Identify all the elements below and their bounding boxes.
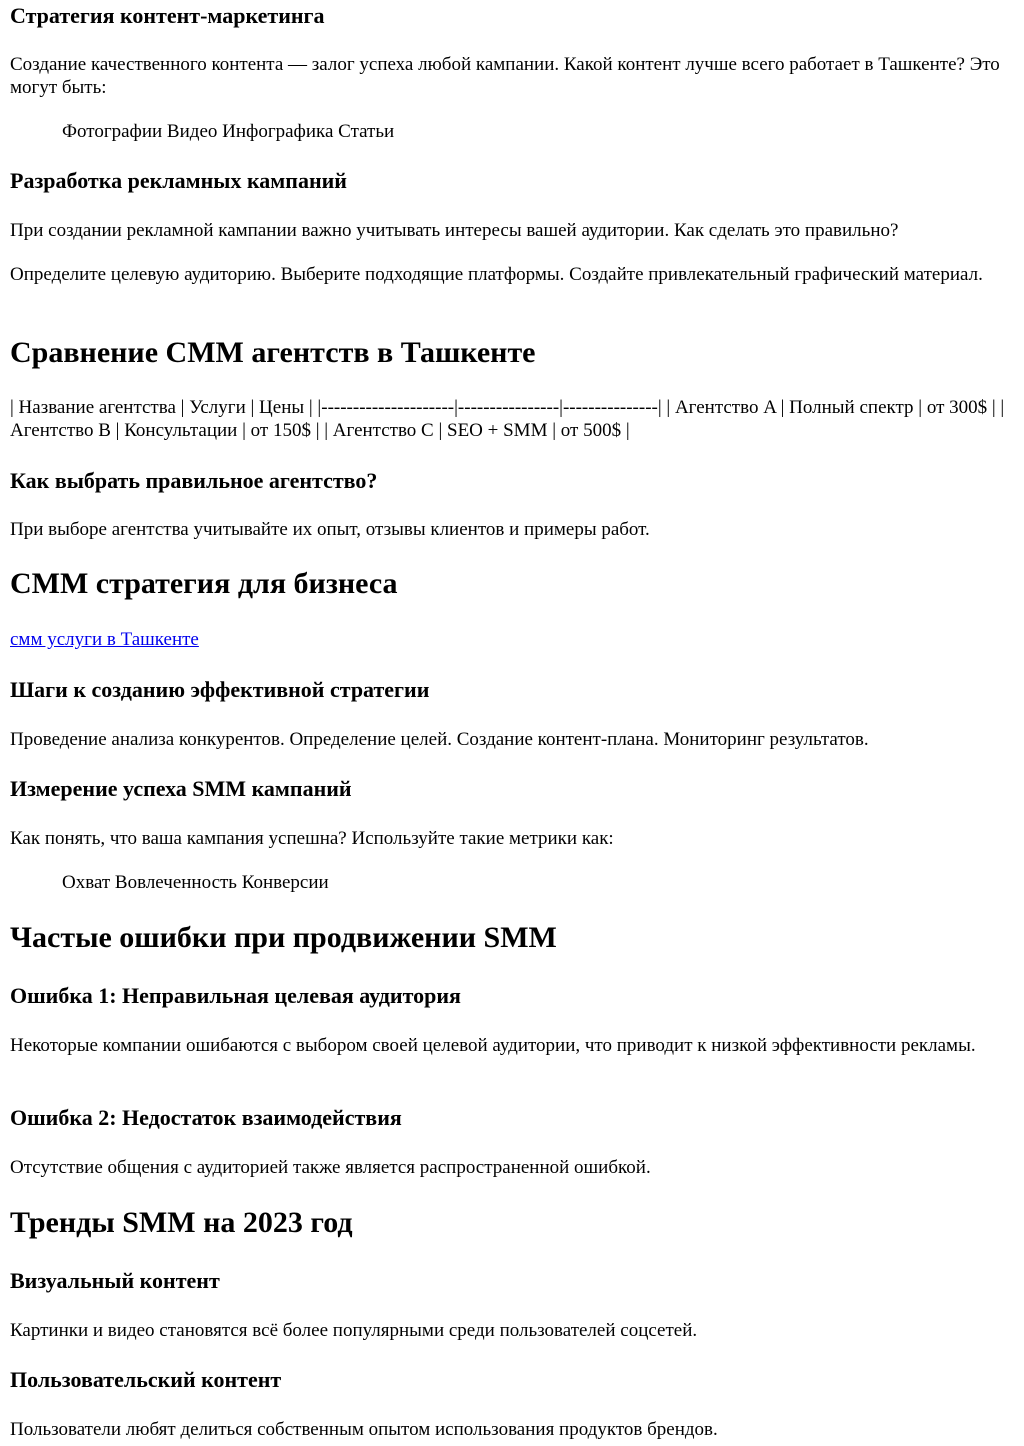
choose-agency-heading: Как выбрать правильное агентство?: [10, 468, 378, 493]
ad-campaigns-paragraph-1: При создании рекламной кампании важно учитывать интересы вашей аудитории. Как сделать это правильно?: [10, 220, 899, 241]
visual-content-heading: Визуальный контент: [10, 1268, 220, 1293]
metrics-list: Охват Вовлеченность Конверсии: [62, 872, 329, 893]
strategy-steps-heading: Шаги к созданию эффективной стратегии: [10, 677, 430, 702]
content-strategy-heading: Стратегия контент-маркетинга: [10, 3, 325, 28]
choose-agency-text: При выборе агентства учитывайте их опыт, отзывы клиентов и примеры работ.: [10, 519, 650, 540]
user-content-heading: Пользовательский контент: [10, 1367, 282, 1392]
mistakes-heading: Частые ошибки при продвижении SMM: [10, 921, 557, 954]
mistake-1-text: Некоторые компании ошибаются с выбором своей целевой аудитории, что приводит к низкой эффективности рекламы.: [10, 1035, 976, 1056]
business-strategy-heading: СММ стратегия для бизнеса: [10, 567, 398, 600]
mistake-2-heading: Ошибка 2: Недостаток взаимодействия: [10, 1105, 402, 1130]
ad-campaigns-paragraph-2: Определите целевую аудиторию. Выберите подходящие платформы. Создайте привлекательный графический материал.: [10, 264, 983, 285]
measure-success-text: Как понять, что ваша кампания успешна? Используйте такие метрики как:: [10, 828, 614, 849]
measure-success-heading: Измерение успеха SMM кампаний: [10, 776, 352, 801]
agency-comparison-table-text: | Название агентства | Услуги | Цены | |---------------------|----------------|---------------| | Агентство A | Полный спектр | от 300$ | | Агентство B | Консультации | от 150$ | | Агентство C | SEO + SMM | от 500$ |: [10, 397, 1005, 441]
user-content-text: Пользователи любят делиться собственным опытом использования продуктов брендов.: [10, 1419, 718, 1440]
content-strategy-intro: Создание качественного контента — залог успеха любой кампании. Какой контент лучше всего работает в Ташкенте? Это могут быть:: [10, 54, 1000, 98]
content-types-list: Фотографии Видео Инфографика Статьи: [62, 121, 395, 142]
ad-campaigns-heading: Разработка рекламных кампаний: [10, 168, 347, 193]
strategy-steps-text: Проведение анализа конкурентов. Определение целей. Создание контент-плана. Мониторинг результатов.: [10, 729, 869, 750]
smm-services-link-paragraph: [10, 628, 1010, 651]
trends-heading: Тренды SMM на 2023 год: [10, 1206, 353, 1239]
visual-content-text: Картинки и видео становятся всё более популярными среди пользователей соцсетей.: [10, 1320, 698, 1341]
smm-services-link[interactable]: смм услуги в Ташкенте: [10, 629, 199, 650]
comparison-heading: Сравнение СММ агентств в Ташкенте: [10, 336, 536, 369]
mistake-2-text: Отсутствие общения с аудиторией также является распространенной ошибкой.: [10, 1157, 651, 1178]
mistake-1-heading: Ошибка 1: Неправильная целевая аудитория: [10, 983, 461, 1008]
